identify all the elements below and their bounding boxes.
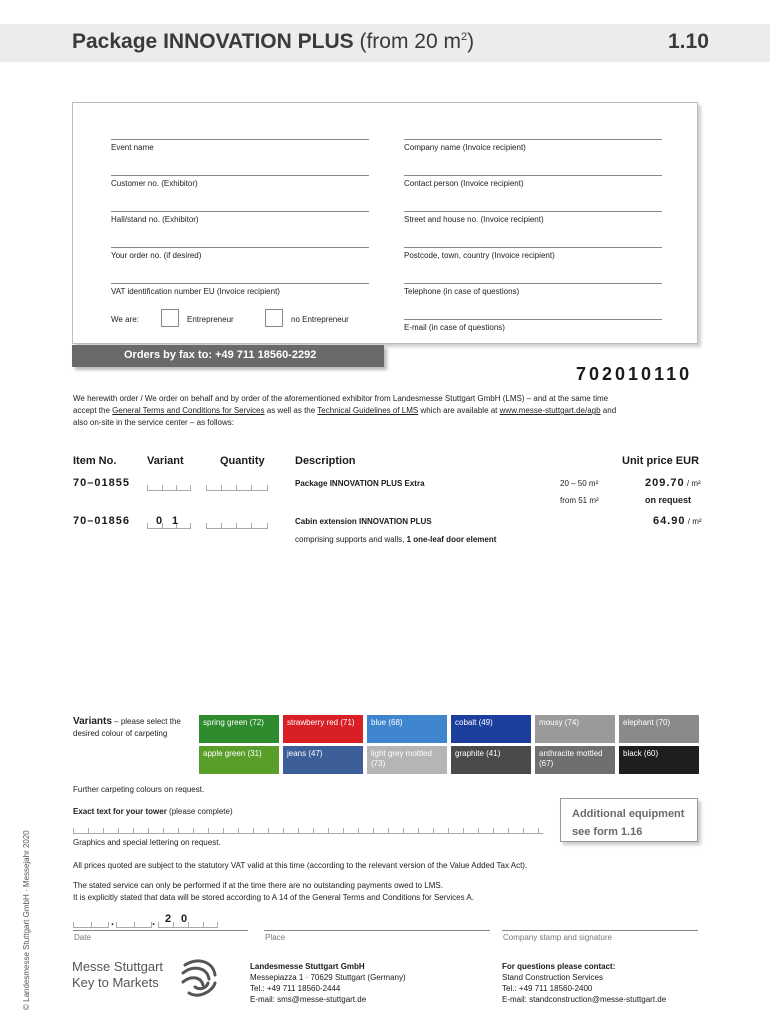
no-entrepreneur-checkbox[interactable] <box>265 309 283 327</box>
customer-no-field[interactable]: Customer no. (Exhibitor) <box>111 175 369 188</box>
order-no-field[interactable]: Your order no. (if desired) <box>111 247 369 260</box>
data-storage-note: It is explicitly stated that data will be stored according to A 14 of the General Terms and Conditions for Services A. <box>73 893 474 902</box>
row2-description-detail: comprising supports and walls, 1 one-leaf door element <box>295 535 497 544</box>
row2-quantity-input[interactable] <box>206 521 268 529</box>
swatch-apple-green-31[interactable]: apple green (31) <box>199 746 279 774</box>
logo-line-2: Key to Markets <box>72 975 159 990</box>
copyright-side-text: © Landesmesse Stuttgart GmbH · Messejahr 2020 <box>22 830 31 1010</box>
row1-item-no: 70–01855 <box>73 477 130 489</box>
swatch-mousy-74[interactable]: mousy (74) <box>535 715 615 743</box>
date-year-digit-1: 2 <box>165 913 172 925</box>
swatch-graphite-41[interactable]: graphite (41) <box>451 746 531 774</box>
telephone-field[interactable]: Telephone (in case of questions) <box>404 283 662 296</box>
date-year-digit-2: 0 <box>181 913 188 925</box>
fax-banner: Orders by fax to: +49 711 18560-2292 <box>72 345 384 367</box>
row2-item-no: 70–01856 <box>73 515 130 527</box>
stamp-label: Company stamp and signature <box>503 933 612 942</box>
swatch-anthracite-mottled-67[interactable]: anthracite mottled (67) <box>535 746 615 774</box>
header-unit-price: Unit price EUR <box>622 455 700 467</box>
footer-lms-address: Landesmesse Stuttgart GmbH Messepiazza 1 · 70629 Stuttgart (Germany) Tel.: +49 711 18560-2444 E-mail: sms@messe-stuttgart.de <box>250 962 406 1004</box>
swatch-black-60[interactable]: black (60) <box>619 746 699 774</box>
date-day-input[interactable] <box>73 920 109 928</box>
row2-variant-digit-2: 1 <box>172 515 179 527</box>
row2-variant-input[interactable] <box>147 521 191 529</box>
swatch-strawberry-red-71[interactable]: strawberry red (71) <box>283 715 363 743</box>
graphics-note: Graphics and special lettering on request. <box>73 838 221 847</box>
event-name-field[interactable]: Event name <box>111 139 369 152</box>
page-title: Package INNOVATION PLUS (from 20 $m^2$) <box>72 30 475 53</box>
date-line <box>73 930 248 931</box>
guidelines-link[interactable]: Technical Guidelines of LMS <box>317 406 419 415</box>
row1-description: Package INNOVATION PLUS Extra <box>295 479 425 488</box>
swatch-jeans-47[interactable]: jeans (47) <box>283 746 363 774</box>
email-field[interactable]: E-mail (in case of questions) <box>404 319 662 332</box>
agb-url-link[interactable]: www.messe-stuttgart.de/agb <box>499 406 601 415</box>
tower-text-label: Exact text for your tower (please complete) <box>73 807 233 816</box>
customer-form <box>72 102 698 344</box>
form-number: 1.10 <box>668 30 709 53</box>
additional-equipment-box: Additional equipment see form 1.16 <box>560 798 698 842</box>
swatch-spring-green-72[interactable]: spring green (72) <box>199 715 279 743</box>
row2-price1: 64.90 / m² <box>653 515 702 527</box>
company-name-field[interactable]: Company name (Invoice recipient) <box>404 139 662 152</box>
swatch-elephant-70[interactable]: elephant (70) <box>619 715 699 743</box>
swatch-cobalt-49[interactable]: cobalt (49) <box>451 715 531 743</box>
swatch-light-grey-mottled-73[interactable]: light grey mottled (73) <box>367 746 447 774</box>
vat-note: All prices quoted are subject to the statutory VAT valid at this time (according to the relevant version of the Value Added Tax Act). <box>73 861 528 870</box>
header-description: Description <box>295 455 356 467</box>
swatch-blue-68[interactable]: blue (68) <box>367 715 447 743</box>
we-are-label: We are: <box>111 315 139 324</box>
payment-note: The stated service can only be performed if at the time there are no outstanding payments owed to LMS. <box>73 881 443 890</box>
footer-contact: For questions please contact: Stand Construction Services Tel.: +49 711 18560-2400 E-mail: standconstruction@messe-stuttgart.de <box>502 962 667 1004</box>
stamp-line <box>502 930 698 931</box>
street-field[interactable]: Street and house no. (Invoice recipient) <box>404 211 662 224</box>
header-item-no: Item No. <box>73 455 117 467</box>
date-separator-1: . <box>111 916 115 928</box>
messe-logo-icon <box>177 955 221 1001</box>
logo-line-1: Messe Stuttgart <box>72 959 164 974</box>
order-intro: We herewith order / We order on behalf and by order of the aforementioned exhibitor from Landesmesse Stuttgart GmbH (LMS) – and at the same time accept the General Terms and Conditions for Services as well as the Technical Guidelines of LMS which are available at www.messe-stuttgart.de/agb and also on-site in the service center – as follows: <box>73 394 617 427</box>
place-label: Place <box>265 933 286 942</box>
gtc-link[interactable]: General Terms and Conditions for Services <box>112 406 265 415</box>
place-line <box>264 930 490 931</box>
header-variant: Variant <box>147 455 184 467</box>
row1-price2: on request <box>645 495 692 505</box>
further-colours-note: Further carpeting colours on request. <box>73 785 205 794</box>
entrepreneur-label: Entrepreneur <box>187 315 234 324</box>
entrepreneur-checkbox[interactable] <box>161 309 179 327</box>
variants-label: Variants – please select the desired colour of carpeting <box>73 716 181 738</box>
date-label: Date <box>74 933 91 942</box>
postcode-field[interactable]: Postcode, town, country (Invoice recipient) <box>404 247 662 260</box>
row1-quantity-input[interactable] <box>206 483 268 491</box>
date-separator-2: . <box>152 916 156 928</box>
tower-text-input[interactable] <box>73 826 543 834</box>
row1-price1: 209.70 / m² <box>645 477 701 489</box>
row2-description: Cabin extension INNOVATION PLUS <box>295 517 432 526</box>
header-quantity: Quantity <box>220 455 265 467</box>
date-month-input[interactable] <box>116 920 152 928</box>
row2-variant-digit-1: 0 <box>156 515 163 527</box>
vat-id-field[interactable]: VAT identification number EU (Invoice recipient) <box>111 283 369 296</box>
no-entrepreneur-label: no Entrepreneur <box>291 315 349 324</box>
contact-person-field[interactable]: Contact person (Invoice recipient) <box>404 175 662 188</box>
row1-range1: 20 – 50 m² <box>560 479 599 488</box>
row1-range2: from 51 m² <box>560 496 599 505</box>
row1-variant-input[interactable] <box>147 483 191 491</box>
order-number: 702010110 <box>576 364 693 384</box>
hall-stand-field[interactable]: Hall/stand no. (Exhibitor) <box>111 211 369 224</box>
